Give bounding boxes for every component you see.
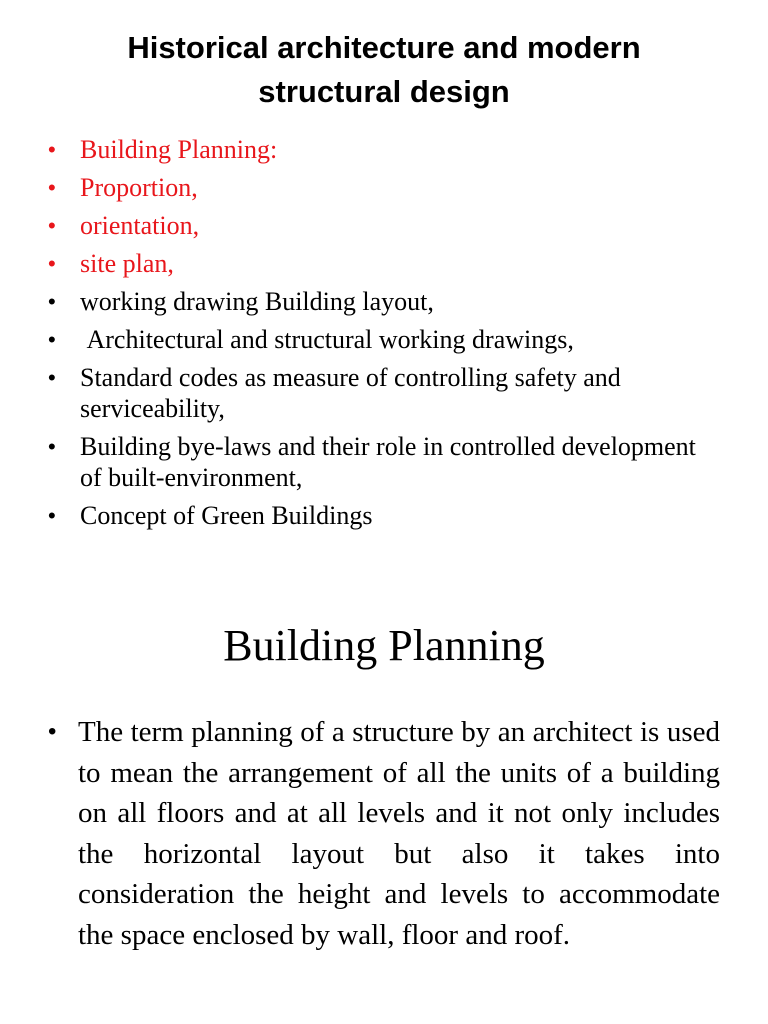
slide-1-title-line-2: structural design (258, 74, 510, 109)
planning-definition-paragraph (44, 712, 720, 955)
slide-2-title: Building Planning (223, 621, 545, 670)
definition-list (44, 712, 720, 955)
bullet-icon: • (48, 365, 56, 390)
topic-list (44, 134, 724, 538)
topic-item-text: working drawing Building layout, (80, 287, 434, 316)
topic-item-text: Building Planning: (80, 135, 278, 164)
planning-definition-text: The term planning of a structure by an architect is used to mean the arrangement of all the units of a building on all floors and at all levels and it not only includes the horizontal layout but also it takes into consideration the height and levels to accommodate the space enclosed by wall, floor and roof. (78, 716, 720, 951)
topic-item-text: Architectural and structural working drawings, (80, 325, 574, 354)
bullet-icon: • (48, 503, 56, 528)
topic-item-proportion (44, 172, 724, 203)
slide-1-title (30, 26, 738, 114)
topic-item-text: Concept of Green Buildings (80, 501, 373, 530)
topic-item-architectural-drawings (44, 324, 724, 355)
bullet-icon: • (48, 327, 56, 352)
bullet-icon: • (48, 434, 56, 459)
slide-2 (0, 578, 768, 1024)
bullet-icon: • (48, 251, 56, 276)
topic-item-text: Standard codes as measure of controlling safety and serviceability, (80, 363, 621, 423)
topic-item-text: orientation, (80, 211, 200, 240)
topic-item-orientation (44, 210, 724, 241)
bullet-icon: • (48, 718, 57, 745)
topic-item-working-drawing (44, 286, 724, 317)
bullet-icon: • (48, 289, 56, 314)
topic-item-site-plan (44, 248, 724, 279)
topic-item-text: Proportion, (80, 173, 198, 202)
bullet-icon: • (48, 175, 56, 200)
topic-item-bye-laws (44, 431, 724, 493)
bullet-icon: • (48, 213, 56, 238)
topic-item-building-planning (44, 134, 724, 165)
bullet-icon: • (48, 137, 56, 162)
slide-1-title-line-1: Historical architecture and modern (127, 30, 641, 65)
topic-item-text: Building bye-laws and their role in controlled development of built-environment, (80, 432, 696, 492)
topic-item-green-buildings (44, 500, 724, 531)
topic-item-text: site plan, (80, 249, 174, 278)
topic-item-standard-codes (44, 362, 724, 424)
